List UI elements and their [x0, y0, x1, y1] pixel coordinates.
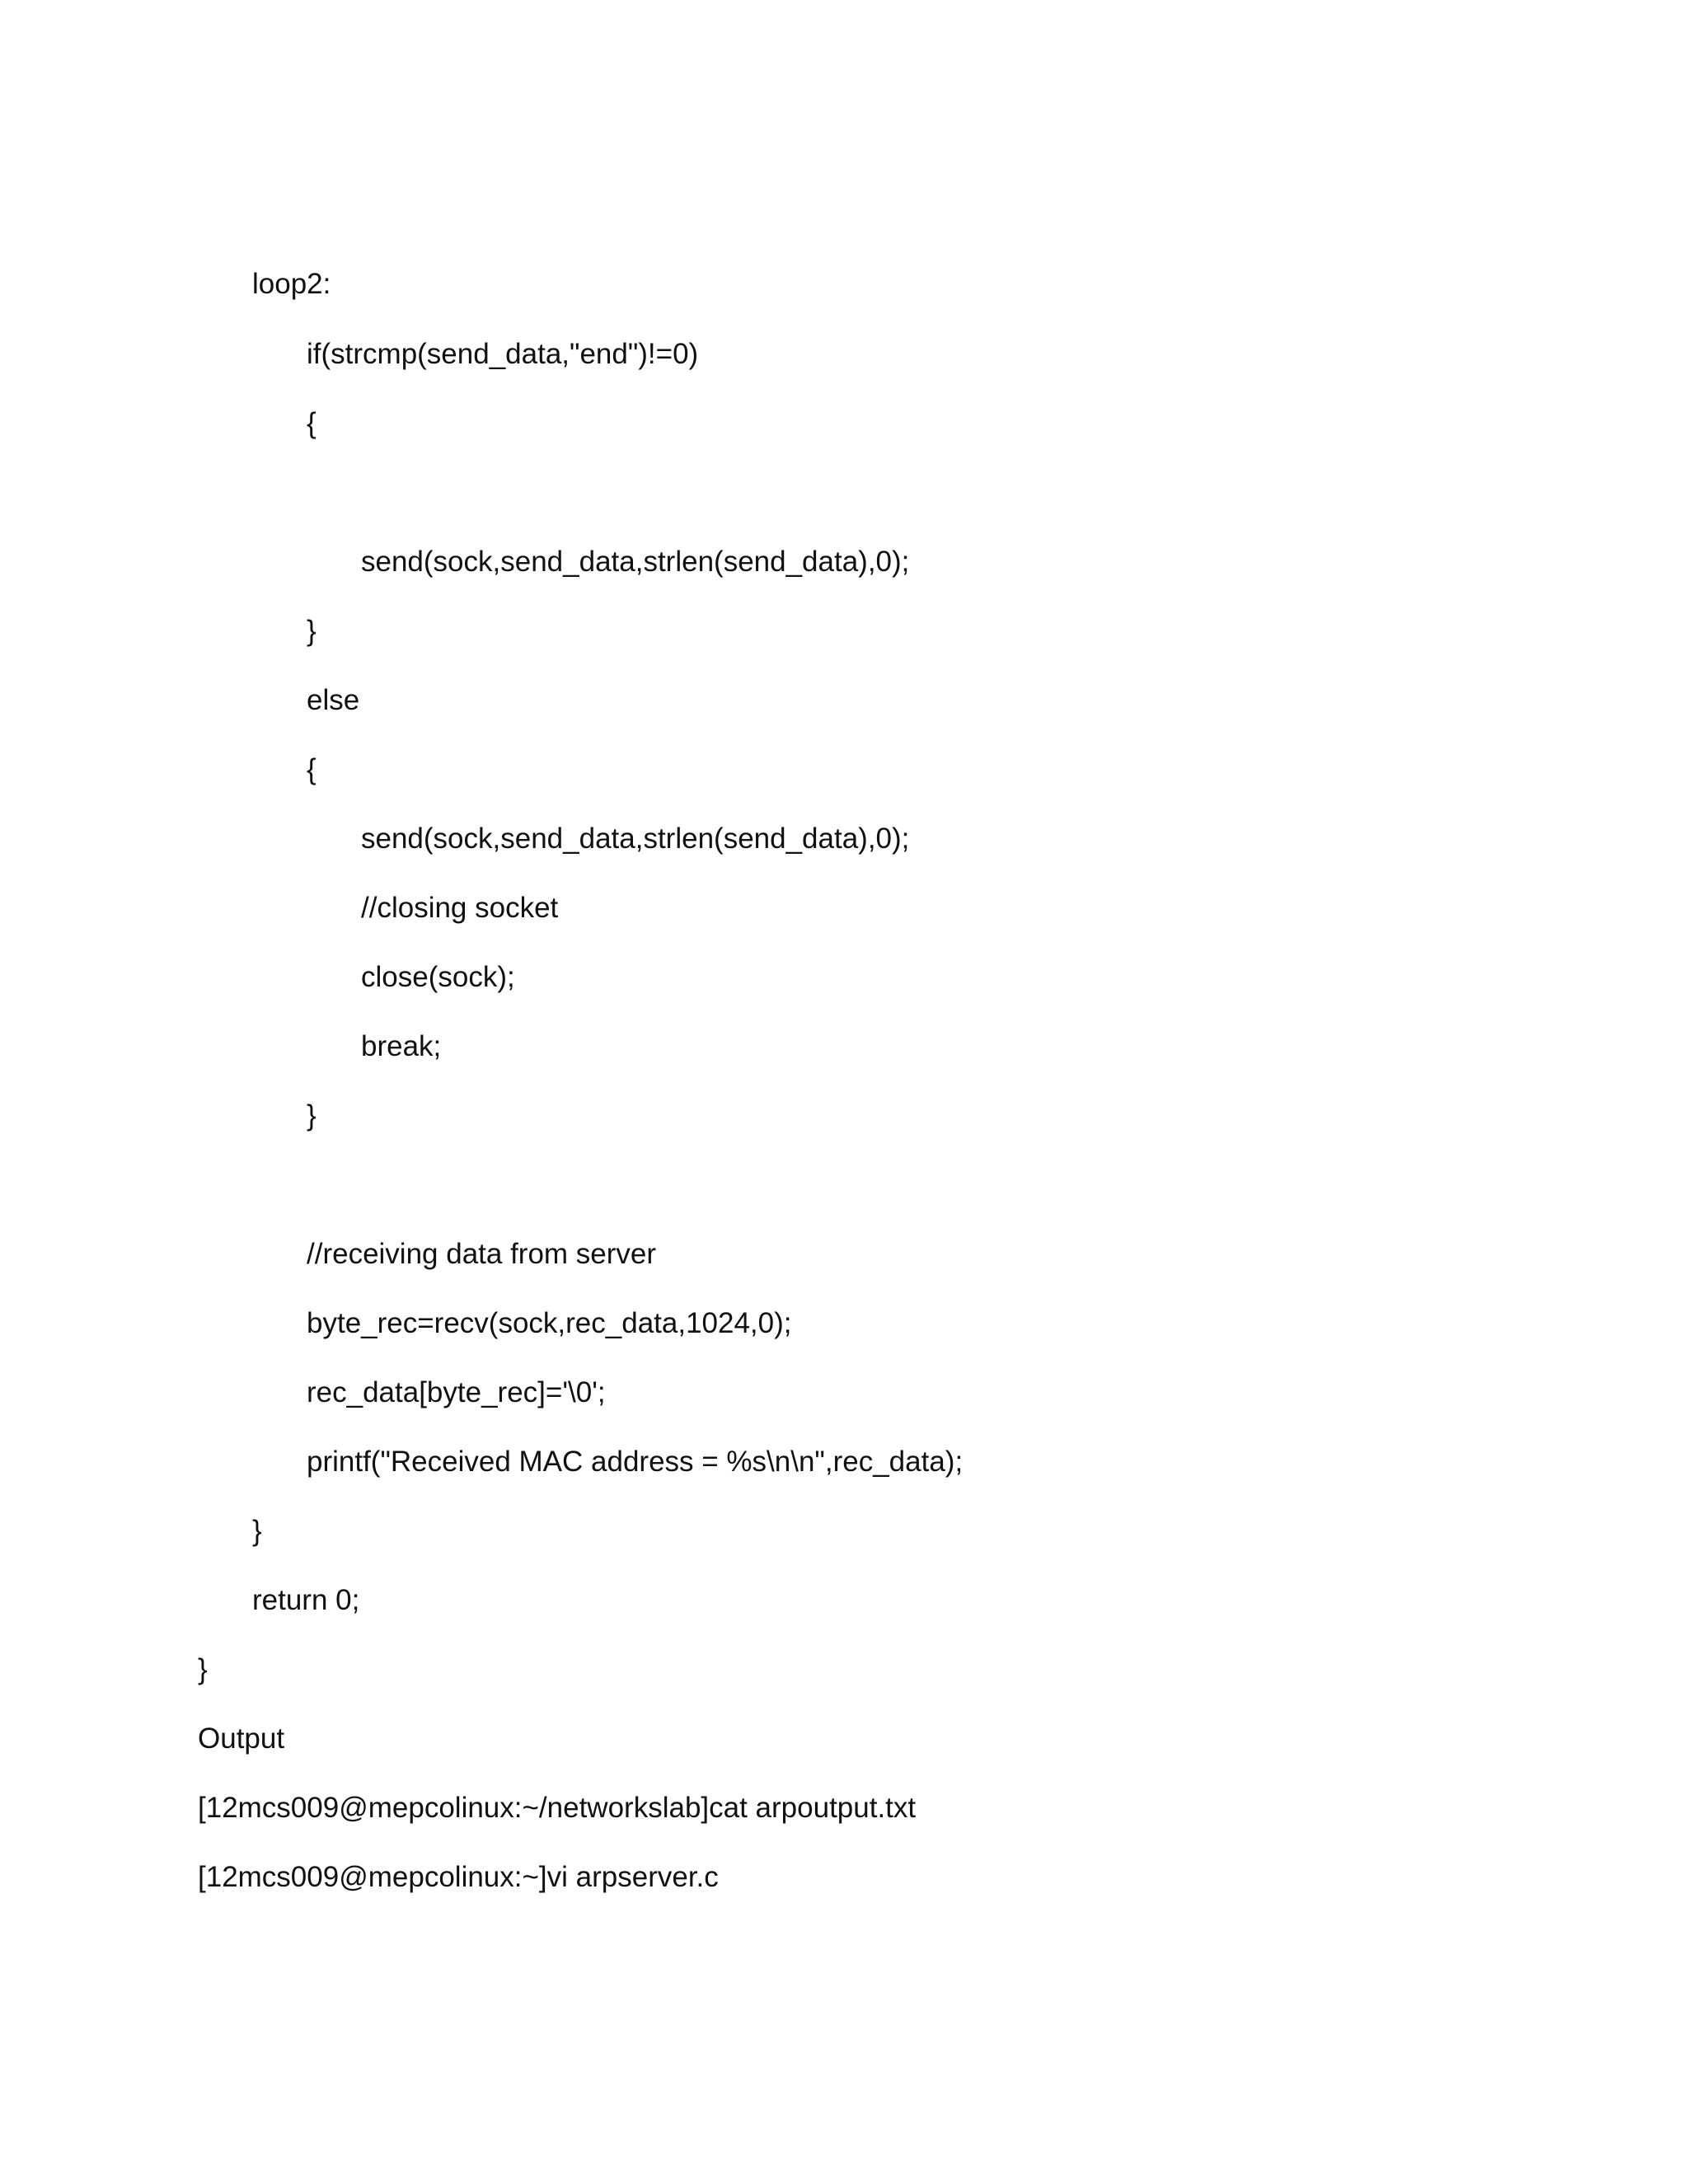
code-line-recv-call: byte_rec=recv(sock,rec_data,1024,0);	[307, 1307, 792, 1339]
code-line-else: else	[307, 684, 360, 716]
code-line-if-condition: if(strcmp(send_data,"end")!=0)	[307, 338, 699, 370]
code-line-open-brace: {	[307, 753, 316, 785]
terminal-command-line: [12mcs009@mepcolinux:~]vi arpserver.c	[198, 1861, 719, 1893]
code-line-comment-receiving: //receiving data from server	[307, 1238, 657, 1270]
code-line-close-call: close(sock);	[361, 961, 515, 993]
code-line-open-brace: {	[307, 407, 316, 439]
code-line-close-brace: }	[307, 615, 316, 647]
code-line-close-brace: }	[198, 1653, 208, 1685]
code-line-break: break;	[361, 1030, 442, 1062]
output-heading: Output	[198, 1722, 285, 1755]
code-line-send-call: send(sock,send_data,strlen(send_data),0);	[361, 546, 910, 578]
terminal-command-line: [12mcs009@mepcolinux:~/networkslab]cat arpoutput.txt	[198, 1792, 917, 1824]
code-line-loop2-label: loop2:	[252, 268, 331, 300]
code-line-send-call: send(sock,send_data,strlen(send_data),0);	[361, 823, 910, 855]
code-line-close-brace: }	[252, 1515, 262, 1547]
code-line-return: return 0;	[252, 1584, 360, 1616]
code-line-comment-closing-socket: //closing socket	[361, 892, 559, 924]
code-line-close-brace: }	[307, 1099, 316, 1132]
code-line-printf: printf("Received MAC address = %s\n\n",rec_data);	[307, 1446, 964, 1478]
code-line-null-terminate: rec_data[byte_rec]='\0';	[307, 1376, 606, 1408]
